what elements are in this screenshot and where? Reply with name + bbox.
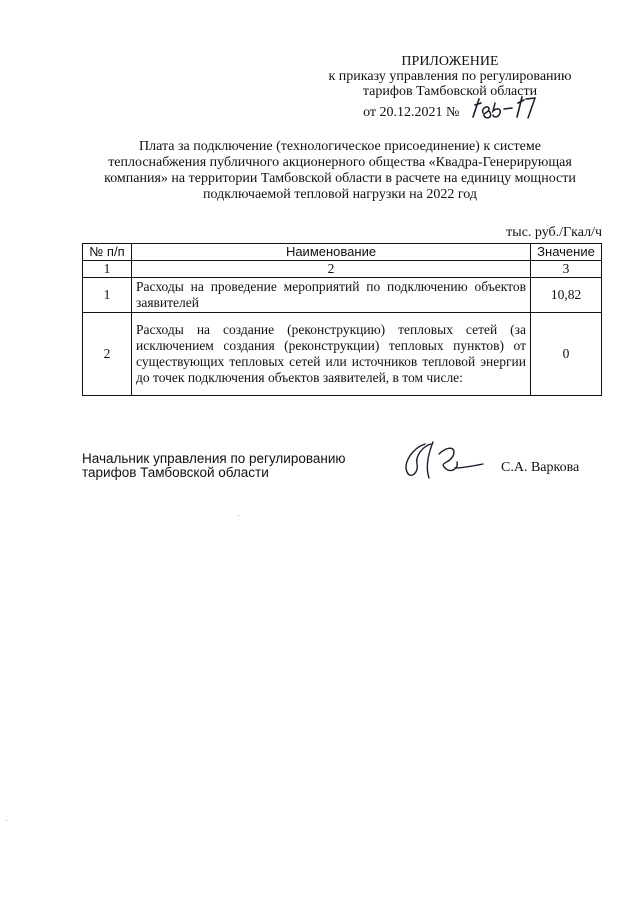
table-row (83, 313, 602, 396)
scan-speck (238, 515, 239, 516)
row-number: 1 (83, 278, 132, 313)
table-row (83, 278, 602, 313)
title-line: Плата за подключение (технологическое присоединение) к системе (139, 139, 541, 154)
header-name: Наименование (132, 244, 531, 261)
signatory-name: С.А. Варкова (501, 460, 580, 475)
row-value: 0 (531, 313, 602, 396)
row-value: 10,82 (531, 278, 602, 313)
row-number: 2 (83, 313, 132, 396)
appendix-authority-line: тарифов Тамбовской области (362, 84, 538, 99)
appendix-header (300, 54, 600, 127)
handwritten-signature (395, 438, 487, 486)
appendix-date-line (300, 99, 600, 127)
title-line: теплоснабжения публичного акционерного общества «Квадра-Генерирующая (108, 155, 572, 170)
row-name: Расходы на проведение мероприятий по подключению объектов заявителей (132, 278, 531, 313)
column-number: 2 (132, 261, 531, 278)
signatory-post-line: Начальник управления по регулированию (82, 451, 346, 466)
header-number: № п/п (83, 244, 132, 261)
document-title (76, 139, 604, 203)
column-number-row (83, 261, 602, 278)
column-number: 3 (531, 261, 602, 278)
handwritten-order-number (469, 93, 537, 121)
signatory-position (82, 452, 346, 480)
title-line: подключаемой тепловой нагрузки на 2022 год (203, 187, 477, 202)
scan-speck (6, 820, 7, 821)
column-number: 1 (83, 261, 132, 278)
header-value: Значение (531, 244, 602, 261)
unit-label: тыс. руб./Гкал/ч (506, 225, 602, 240)
title-line: компания» на территории Тамбовской области в расчете на единицу мощности (104, 171, 576, 186)
appendix-title: ПРИЛОЖЕНИЕ (401, 54, 499, 69)
tariff-table (82, 243, 602, 396)
appendix-date: от 20.12.2021 № (363, 105, 460, 121)
table-header-row (83, 244, 602, 261)
signatory-post-line: тарифов Тамбовской области (82, 465, 269, 480)
row-name: Расходы на создание (реконструкцию) тепловых сетей (за исключением создания (реконструкции) тепловых пунктов) от существующих тепловых сетей или источников тепловой энергии до точек подключения объектов заявителей, в том числе: (132, 313, 531, 396)
appendix-order-line: к приказу управления по регулированию (328, 69, 572, 84)
